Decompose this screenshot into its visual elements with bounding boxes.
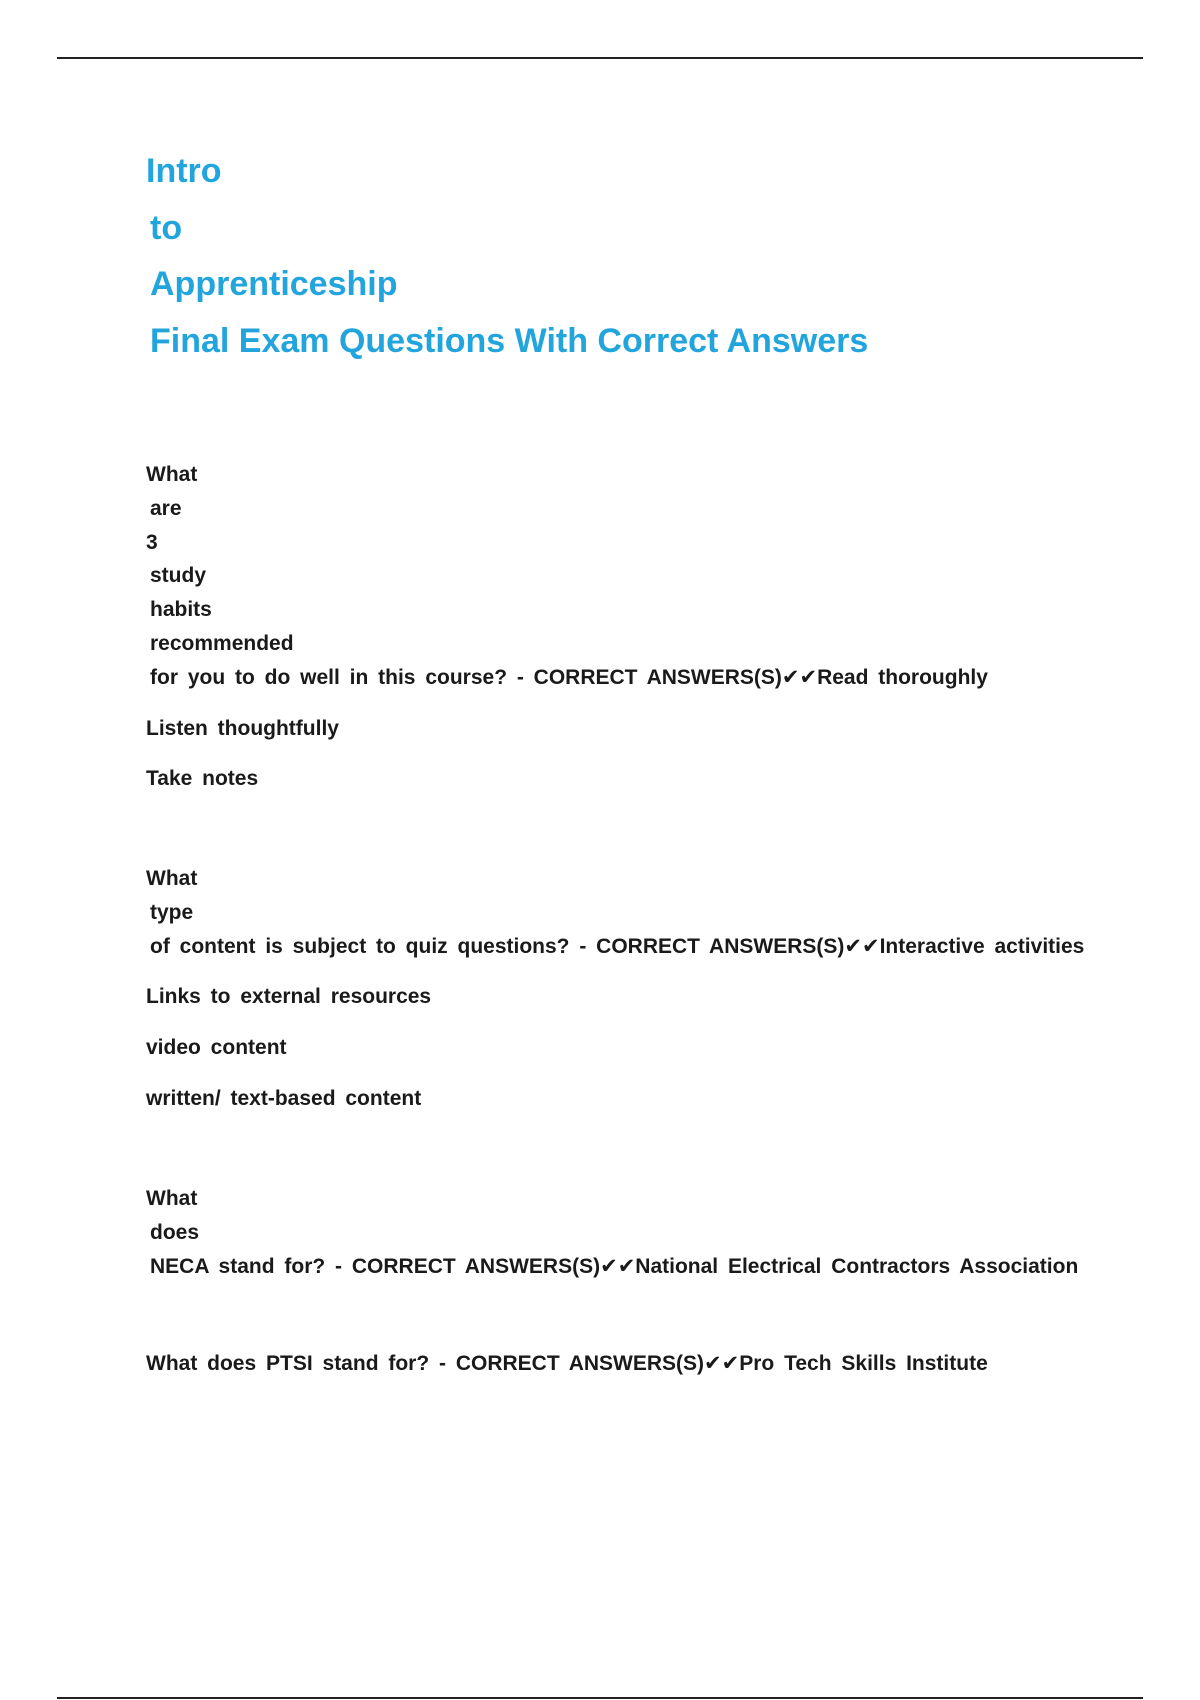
question-line: study [150,564,207,588]
question-text [146,862,1084,963]
qa-item-ptsi [146,1347,988,1381]
question-line: habits [150,598,212,622]
question-text [146,1347,988,1381]
question-line: What does PTSI stand for? - CORRECT ANSWERS(S)✔✔Pro Tech Skills Institute [146,1352,988,1375]
title-line: Final Exam Questions With Correct Answers [150,321,869,360]
footer-rule [57,1697,1143,1699]
answer-line: Links to external resources [146,985,432,1009]
answer-line: video content [146,1036,287,1060]
question-line: 3 [146,530,158,554]
question-line: of content is subject to quiz questions? - CORRECT ANSWERS(S)✔✔Interactive activities [150,934,1085,958]
question-line: What [146,867,198,890]
question-line: does [150,1220,200,1244]
question-line: What [146,1187,198,1210]
question-text [146,1182,1078,1283]
question-text [146,458,988,695]
answer-line: Listen thoughtfully [146,716,339,740]
document-title [146,143,868,369]
question-line: for you to do well in this course? - CORRECT ANSWERS(S)✔✔Read thoroughly [150,665,988,689]
qa-item-neca [146,1182,1078,1283]
title-line: Apprenticeship [150,265,398,303]
question-line: NECA stand for? - CORRECT ANSWERS(S)✔✔National Electrical Contractors Association [150,1254,1079,1278]
answer-line: written/ text-based content [146,1086,422,1110]
qa-item-study-habits [146,458,988,796]
title-line: to [150,208,183,247]
title-line: Intro [146,152,222,190]
question-line: type [150,900,194,924]
question-line: are [150,496,182,520]
question-line: recommended [150,631,294,655]
question-line: What [146,463,198,486]
header-rule [57,57,1143,59]
qa-item-quiz-content [146,862,1084,1116]
answer-line: Take notes [146,767,259,791]
